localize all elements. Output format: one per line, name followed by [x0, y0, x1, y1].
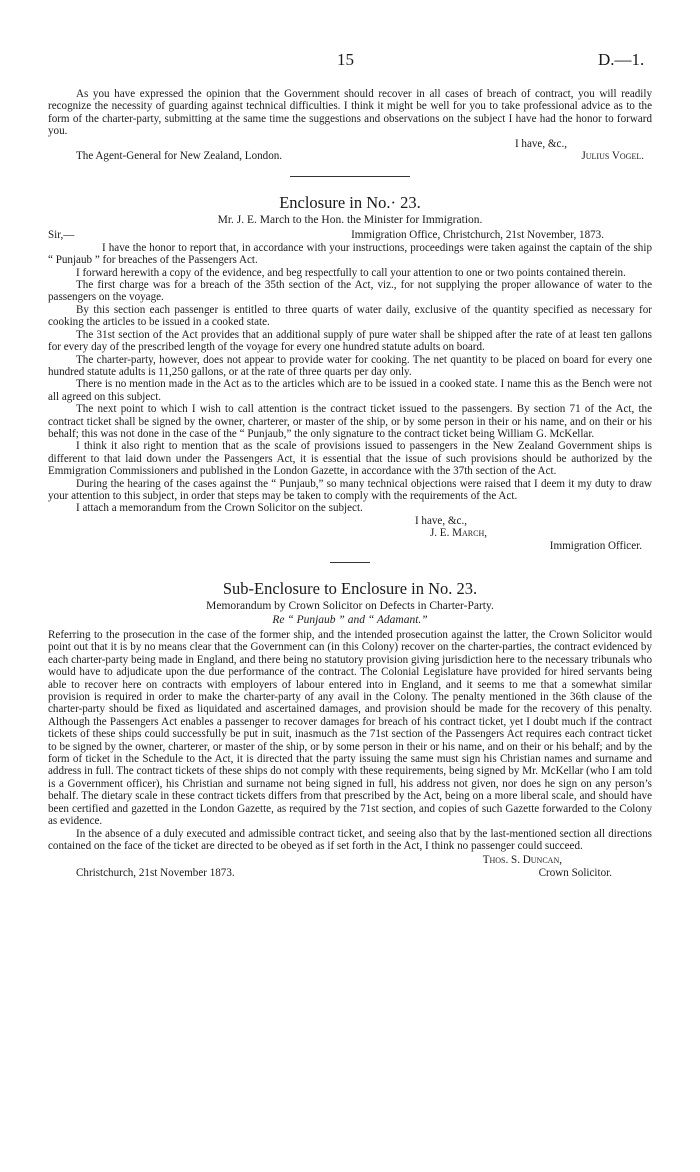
enclosure-signature: J. E. March, — [429, 527, 487, 540]
letter-closing: I have, &c., — [514, 137, 567, 150]
memorandum-signature-title: Crown Solicitor. — [538, 866, 612, 879]
enclosure-paragraph: I think it also right to mention that as the scale of provisions issued to passengers in the New Zealand Government ships is different to that laid down under the Passengers Act, it is essential that the issue of such provisions should be authorized by the Emmigration Commissioners and published in the London Gazette, in accordance with the 37th section of the Act. — [48, 440, 652, 478]
enclosure-subtitle: Mr. J. E. March to the Hon. the Minister for Immigration. — [217, 214, 483, 227]
section-divider — [330, 562, 370, 563]
enclosure-closing: I have, &c., — [414, 514, 467, 527]
memorandum-footer — [48, 867, 652, 879]
enclosure-paragraph: The 31st section of the Act provides that an additional supply of pure water shall be shipped after the rate of at least ten gallons for every day of the prescribed length of the voyage for every one hundred statute adults on board. — [48, 328, 652, 354]
letter-addressee: The Agent-General for New Zealand, London. — [76, 150, 283, 163]
letter-footer — [48, 150, 652, 162]
enclosure-paragraph: By this section each passenger is entitled to three quarts of water daily, exclusive of the quantity specified as necessary for cooking the articles to be issued in a cooked state. — [48, 303, 652, 329]
sub-enclosure-title: Sub-Enclosure to Enclosure in No. 23. — [222, 579, 478, 598]
document-reference: D.—1. — [598, 50, 645, 69]
sub-enclosure-re-line: Re “ Punjaub ” and “ Adamant.” — [272, 614, 428, 626]
memorandum-signature: Thos. S. Duncan, — [482, 854, 562, 867]
enclosure-paragraph: There is no mention made in the Act as to the articles which are to be issued in a cooked state. I name this as the Bench were not all agreed on this subject. — [48, 378, 652, 403]
enclosure-paragraph: The charter-party, however, does not appear to provide water for cooking. The net quantity to be placed on board for every one hundred statute adults is 11,250 gallons, or at the rate of three quarts per day only. — [48, 353, 652, 378]
enclosure-paragraph: During the hearing of the cases against the “ Punjaub,” so many technical objections were raised that I deem it my duty to draw your attention to this subject, in order that steps may be taken to comply with the requirements of the Act. — [48, 477, 652, 502]
enclosure-paragraph: The first charge was for a breach of the 35th section of the Act, viz., for not supplying the proper allowance of water to the passengers on the voyage. — [48, 279, 652, 304]
sub-enclosure — [48, 579, 652, 879]
letter-body: As you have expressed the opinion that the Government should recover in all cases of breach of contract, you will readily recognize the necessity of guarding against technical difficulties. I think it might be well for you to take professional advice as to the form of the charter-party, submitting at the same time the suggestions and observations on the subject I have had the honor to forward you. — [48, 88, 652, 138]
memorandum-place-date: Christchurch, 21st November 1873. — [76, 866, 235, 879]
letter-signature: Julius Vogel. — [581, 150, 644, 163]
page-body — [48, 88, 652, 879]
enclosure-paragraph: I attach a memorandum from the Crown Solicitor on the subject. — [76, 502, 363, 515]
page-number: 15 — [337, 50, 354, 69]
enclosure-paragraph: The next point to which I wish to call attention is the contract ticket issued to the passengers. By section 71 of the Act, the contract ticket shall be signed by the owner, charterer, or master of the ship, or by some person in their or his name, and on their or his behalf; this was not done in the case of the “ Punjaub,” the only signature to the contract ticket being William G. McKellar. — [48, 403, 652, 440]
enclosure-heading-row — [48, 229, 652, 241]
enclosure-signature-title: Immigration Officer. — [549, 539, 642, 552]
page-header — [0, 50, 700, 70]
salutation: Sir,— — [48, 229, 75, 242]
enclosure-place-date: Immigration Office, Christchurch, 21st November, 1873. — [351, 229, 604, 242]
memorandum-paragraph: In the absence of a duly executed and admissible contract ticket, and seeing also that by the last-mentioned section all directions contained on the face of the ticket are directed to be obeyed as if set forth in the Act, I think no passenger could succeed. — [48, 827, 652, 852]
memorandum-paragraph: Referring to the prosecution in the case of the former ship, and the intended prosecution against the latter, the Crown Solicitor would point out that it is by no means clear that the Government can (in this Colony) recover on the charter-parties, the contract evidenced by each charter-party being made in England, and there being no statutory provision giving jurisdiction here to the necessary tribunals who would have to adjudicate upon the due performance of the contract. The Colonial Legislature have provided for hired servants being able to recover here on contracts with employers of labour entered into in England, and it seems to me that a somewhat similar provision is required in order to make the charter-party of any avail in the Colony. The penalty mentioned in the 36th clause of the charter-party should be fixed as liquidated and ascertained damages, and provision should be made for the recovery of this penalty. Although the Passengers Act enables a passenger to recover damages for breach of his contract ticket, yet I doubt much if the contract tickets of these ships could successfully be put in suit, inasmuch as the 71st section of the Passengers Act requires each contract ticket to be signed by the owner, charterer, or master of the ship, or by some person in their or his name, and on their or his behalf; and by the form of ticket in the Schedule to the Act, it is directed that the party issuing the same must sign his Christian names and surname and address in full. The contract tickets of these ships do not comply with these requirements, being signed by Mr. McKellar (who I am told is a Government officer), his Christian and surname not being signed in full, his address not given, nor does he sign on any person’s behalf. The dietary scale in these contract tickets differs from that prescribed by the Act, being on a more liberal scale, and should have been certified and gazetted in the London Gazette, as required by the 71st section, and copies of such Gazette forwarded to the Colony as evidence. — [48, 629, 652, 828]
enclosure-paragraph: I have the honor to report that, in accordance with your instructions, proceedings were taken against the captain of the ship “ Punjaub ” for breaches of the Passengers Act. — [48, 241, 652, 267]
section-divider — [290, 176, 410, 177]
letter-vogel — [48, 88, 652, 162]
enclosure-title: Enclosure in No.· 23. — [279, 193, 421, 213]
enclosure-paragraph: I forward herewith a copy of the evidence, and beg respectfully to call your attention to one or two points contained therein. — [76, 266, 626, 279]
sub-enclosure-subtitle: Memorandum by Crown Solicitor on Defects in Charter-Party. — [206, 600, 494, 612]
enclosure — [48, 193, 652, 552]
